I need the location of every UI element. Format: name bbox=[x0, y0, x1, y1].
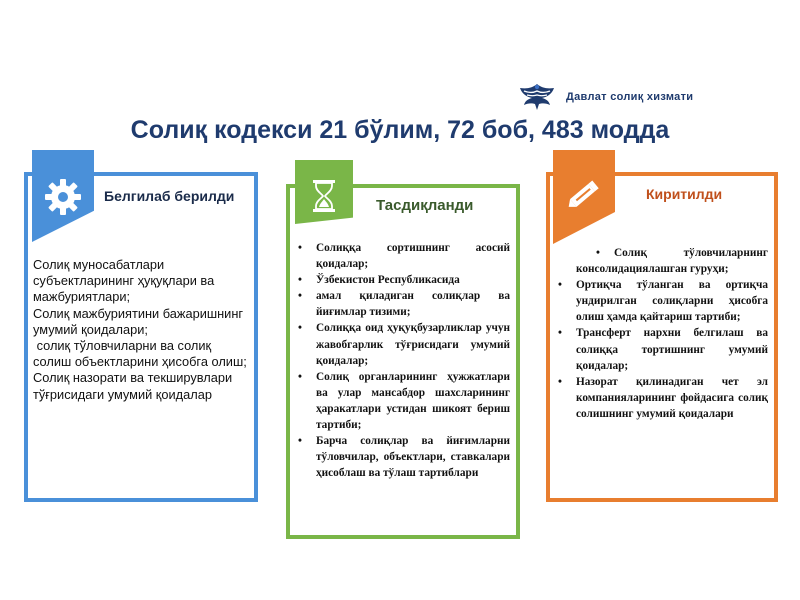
list-item: • Ўзбекистон Республикасида bbox=[296, 272, 510, 288]
defined-line: Солиқ назорати ва текширувлари тўғрисидаги умумий қоидалар bbox=[33, 370, 233, 402]
defined-line: Солиқ мажбуриятини бажаришнинг умумий қоидалари; bbox=[33, 305, 244, 337]
card-title-defined: Белгилаб берилди bbox=[104, 188, 235, 204]
card-title-approved: Тасдиқланди bbox=[376, 197, 474, 214]
defined-text bbox=[33, 257, 251, 403]
org-name: Давлат солиқ хизмати bbox=[566, 91, 694, 103]
page-title: Солиқ кодекси 21 бўлим, 72 боб, 483 модда bbox=[130, 116, 670, 144]
approved-list bbox=[296, 240, 510, 481]
eagle-emblem-icon bbox=[518, 80, 556, 112]
list-item: • Солиқ органларининг ҳужжатлари ва улар мансабдор шахсларининг ҳаракатлари устидан шикоят бериш тартиби; bbox=[296, 369, 510, 433]
list-item: • Трансферт нархни белгилаш ва солиққа тортишнинг умумий қоидалар; bbox=[556, 325, 768, 373]
pencil-icon bbox=[564, 174, 604, 214]
gear-icon bbox=[43, 177, 83, 217]
list-item: • Ортиқча тўланган ва ортиқча ундирилган солиқларни ҳисобга олиш ҳамда қайтариш тартиби; bbox=[556, 277, 768, 325]
introduced-list bbox=[556, 245, 768, 422]
defined-line: Солиқ муносабатлари субъектларининг ҳуқуқлари ва мажбуриятлари; bbox=[33, 257, 215, 305]
card-title-introduced: Киритилди bbox=[646, 186, 723, 202]
list-item: • Назорат қилинадиган чет эл компанияларининг фойдасига солиқ солишнинг умумий қоидалари bbox=[556, 374, 768, 422]
list-item: • Солиқ тўловчиларнинг консолидациялашган гуруҳи; bbox=[556, 245, 768, 277]
list-item: • Солиққа оид ҳуқуқбузарликлар учун жавобгарлик тўғрисидаги умумий қоидалар; bbox=[296, 320, 510, 368]
defined-line: солиқ тўловчиларни ва солиқ солиш объектларини ҳисобга олиш; bbox=[33, 338, 247, 370]
list-item: • амал қиладиган солиқлар ва йиғимлар тизими; bbox=[296, 288, 510, 320]
list-item: • Барча солиқлар ва йиғимларни тўловчилар, объектлари, ставкалари ҳисоблаш ва тўлаш тартиблари bbox=[296, 433, 510, 481]
hourglass-icon bbox=[304, 176, 344, 216]
list-item: • Солиққа сортишнинг асосий қоидалар; bbox=[296, 240, 510, 272]
